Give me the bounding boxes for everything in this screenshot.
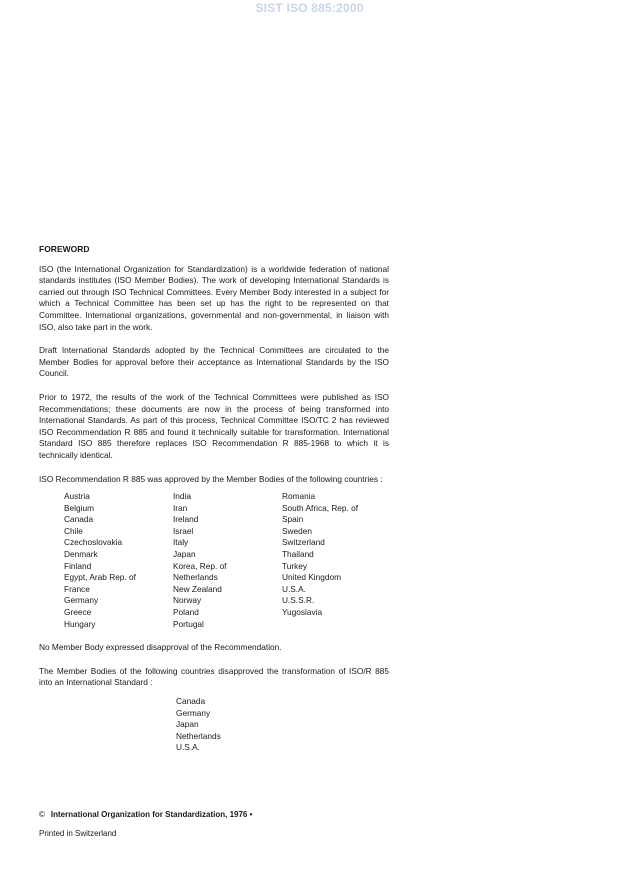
country-name: Finland bbox=[64, 560, 92, 571]
country-name: Poland bbox=[172, 607, 199, 618]
country-name: Hungary bbox=[64, 618, 96, 629]
country-name: Japan bbox=[172, 549, 196, 560]
foreword-section bbox=[39, 244, 389, 754]
approved-countries-column-3 bbox=[282, 491, 389, 630]
country-name: Denmark bbox=[64, 549, 98, 560]
paragraph-disapproval-intro: The Member Bodies of the following countries disapproved the transformation of ISO/R 885 into an International Standard : bbox=[39, 665, 389, 688]
country-name: Netherlands bbox=[172, 572, 218, 583]
country-name: Chile bbox=[64, 525, 83, 536]
country-name: Belgium bbox=[64, 502, 94, 513]
country-name: Portugal bbox=[172, 618, 204, 629]
paragraph-prior-1972: Prior to 1972, the results of the work of the Technical Committees were published as ISO Recommendations; these documents are now in the process of being transformed into International Standards. As part of this process, Technical Committee ISO/TC 2 has reviewed ISO Recommendation R 885 and found it technically suitable for transformation. International Standard ISO 885 therefore replaces ISO Recommendation R 885-1968 to which it is technically identical. bbox=[39, 391, 389, 460]
country-name: Italy bbox=[172, 537, 189, 548]
country-name: Egypt, Arab Rep. of bbox=[64, 572, 136, 583]
country-name: Israel bbox=[172, 525, 194, 536]
country-name: Canada bbox=[176, 696, 206, 706]
country-name: United Kingdom bbox=[281, 572, 342, 583]
approved-countries-column-1 bbox=[64, 491, 173, 630]
paragraph-no-disapproval: No Member Body expressed disapproval of the Recommendation. bbox=[39, 642, 282, 653]
country-name: Germany bbox=[64, 595, 99, 606]
country-name: Spain bbox=[281, 514, 304, 525]
country-name: Thailand bbox=[281, 549, 314, 560]
copyright-icon: © bbox=[39, 810, 45, 819]
country-name: New Zealand bbox=[172, 583, 222, 594]
country-name: Korea, Rep. of bbox=[172, 560, 227, 571]
country-name: Norway bbox=[172, 595, 202, 606]
foreword-heading: FOREWORD bbox=[39, 244, 90, 254]
country-name: U.S.S.R. bbox=[281, 595, 315, 606]
country-name: France bbox=[64, 583, 90, 594]
country-name: Japan bbox=[176, 719, 199, 730]
country-name: Netherlands bbox=[176, 730, 221, 741]
country-name: Sweden bbox=[281, 525, 312, 536]
approved-countries-list bbox=[39, 491, 389, 630]
country-name: U.S.A. bbox=[176, 742, 200, 753]
disapproved-countries-list bbox=[39, 696, 389, 754]
country-name: India bbox=[172, 491, 191, 502]
country-name: Canada bbox=[64, 514, 94, 525]
document-watermark: SIST ISO 885:2000 bbox=[255, 1, 364, 15]
approved-countries-column-2 bbox=[173, 491, 282, 630]
country-name: Romania bbox=[281, 491, 316, 502]
country-name: Switzerland bbox=[281, 537, 325, 548]
country-name: Ireland bbox=[172, 514, 199, 525]
country-name: Greece bbox=[64, 607, 92, 618]
paragraph-draft-standards: Draft International Standards adopted by the Technical Committees are circulated to the Member Bodies for approval before their acceptance as International Standards by the ISO Council. bbox=[39, 345, 389, 379]
country-name: Iran bbox=[172, 502, 188, 513]
copyright-notice bbox=[39, 810, 252, 819]
country-name: South Africa, Rep. of bbox=[281, 502, 359, 513]
copyright-text: International Organization for Standardization, 1976 • bbox=[50, 810, 253, 819]
country-name: Czechoslovakia bbox=[64, 537, 123, 548]
paragraph-approval-intro: ISO Recommendation R 885 was approved by the Member Bodies of the following countries : bbox=[39, 473, 383, 484]
country-name: Turkey bbox=[281, 560, 308, 571]
paragraph-iso-intro: ISO (the International Organization for Standardization) is a worldwide federation of national standards institutes (ISO Member Bodies). The work of developing International Standards is carried out through ISO Technical Committees. Every Member Body interested in a subject for which a Technical Committee has been set up has the right to be represented on that Committee. International organizations, governmental and non-governmental, in liaison with ISO, also take part in the work. bbox=[39, 263, 389, 332]
country-name: U.S.A. bbox=[281, 583, 306, 594]
country-name: Yugoslavia bbox=[281, 607, 323, 618]
country-name: Germany bbox=[176, 707, 211, 718]
printed-in-note: Printed in Switzerland bbox=[39, 829, 117, 838]
country-name: Austria bbox=[64, 491, 90, 502]
